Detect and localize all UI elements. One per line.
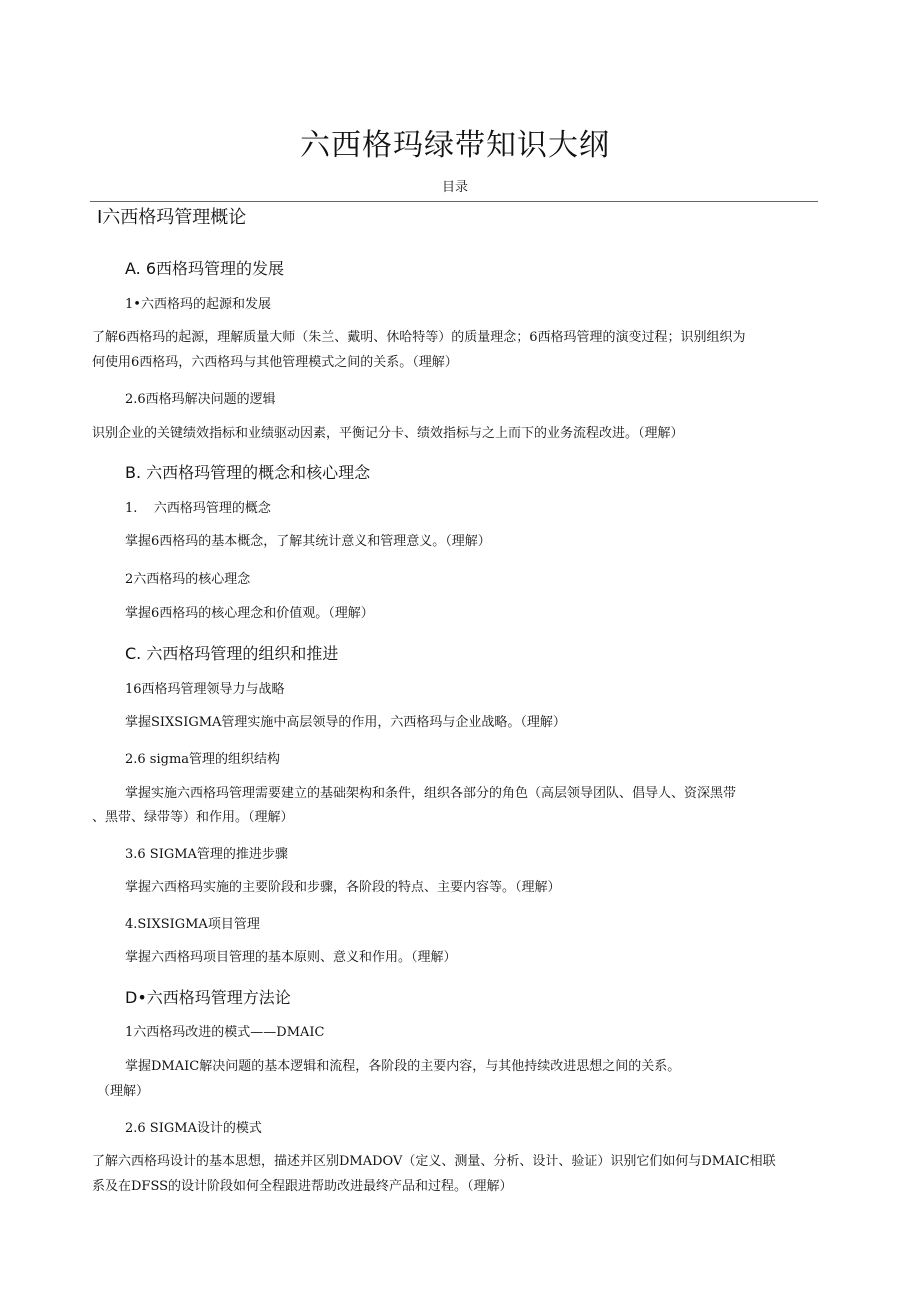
section-c-item-1-text: 掌握SIXSIGMA管理实施中高层领导的作用，六西格玛与企业战略。（理解）: [125, 715, 566, 730]
section-c-item-1-title: 16西格玛管理领导力与战略: [125, 682, 285, 697]
section-c-item-3-text: 掌握六西格玛实施的主要阶段和步骤，各阶段的特点、主要内容等。（理解）: [125, 880, 561, 895]
section-a-item-1-text-cont: 何使用6西格玛，六西格玛与其他管理模式之间的关系。（理解）: [92, 355, 458, 370]
section-b-item-1-text: 掌握6西格玛的基本概念，了解其统计意义和管理意义。（理解）: [125, 534, 491, 549]
chapter-heading: I六西格玛管理概论: [97, 207, 247, 228]
section-a-item-1-title: 1•六西格玛的起源和发展: [125, 297, 271, 312]
section-b-item-1-title: 1. 六西格玛管理的概念: [125, 501, 271, 516]
section-b-heading: B. 六西格玛管理的概念和核心理念: [125, 463, 371, 482]
section-a-item-1-text: 了解6西格玛的起源，理解质量大师（朱兰、戴明、休哈特等）的质量理念；6西格玛管理的演变过程；识别组织为: [92, 330, 746, 345]
section-a-item-2-title: 2.6西格玛解决问题的逻辑: [125, 392, 276, 407]
divider: [90, 201, 818, 202]
section-a-item-2-text: 识别企业的关键绩效指标和业绩驱动因素，平衡记分卡、绩效指标与之上而下的业务流程改进。（理解）: [92, 426, 684, 441]
section-c-item-2-text: 掌握实施六西格玛管理需要建立的基础架构和条件，组织各部分的角色（高层领导团队、倡导人、资深黑带: [125, 786, 737, 801]
section-c-item-2-title: 2.6 sigma管理的组织结构: [125, 752, 281, 767]
section-c-item-2-text-cont: 、黑带、绿带等）和作用。（理解）: [92, 810, 294, 825]
section-d-item-2-text: 了解六西格玛设计的基本思想，描述并区别DMADOV（定义、测量、分析、设计、验证）识别它们如何与DMAIC相联: [92, 1154, 776, 1169]
section-c-item-4-text: 掌握六西格玛项目管理的基本原则、意义和作用。（理解）: [125, 950, 457, 965]
section-c-item-3-title: 3.6 SIGMA管理的推进步骤: [125, 847, 288, 862]
section-d-item-1-title: 1六西格玛改进的模式——DMAIC: [125, 1025, 325, 1040]
section-d-item-2-text-cont: 系及在DFSS的设计阶段如何全程跟进帮助改进最终产品和过程。（理解）: [92, 1179, 513, 1194]
toc-label: 目录: [441, 180, 468, 195]
section-d-item-1-text: 掌握DMAIC解决问题的基本逻辑和流程，各阶段的主要内容，与其他持续改进思想之间的关系。: [125, 1059, 681, 1074]
section-a-heading: A. 6西格玛管理的发展: [125, 259, 285, 278]
section-d-heading: D•六西格玛管理方法论: [125, 988, 291, 1007]
section-b-item-2-title: 2六西格玛的核心理念: [125, 572, 251, 587]
section-d-item-1-text-cont: （理解）: [97, 1084, 150, 1099]
section-c-heading: C. 六西格玛管理的组织和推进: [125, 644, 339, 663]
section-d-item-2-title: 2.6 SIGMA设计的模式: [125, 1121, 262, 1136]
section-b-item-2-text: 掌握6西格玛的核心理念和价值观。（理解）: [125, 606, 374, 621]
section-c-item-4-title: 4.SIXSIGMA项目管理: [125, 917, 260, 932]
page-title: 六西格玛绿带知识大纲: [300, 128, 610, 163]
